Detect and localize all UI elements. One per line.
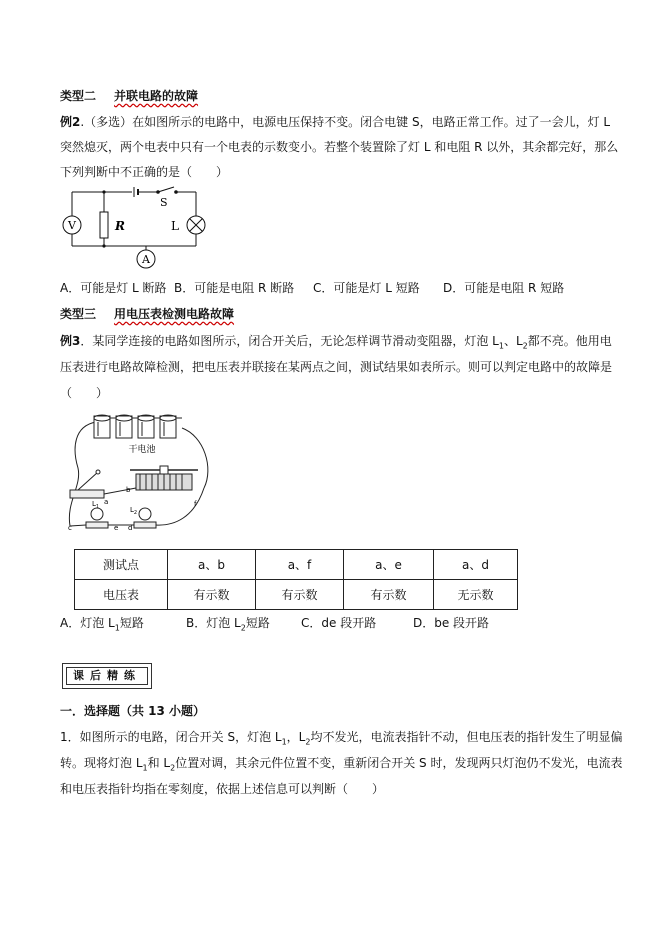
table-cell: 有示数 [344,580,434,610]
knife-switch [70,470,104,498]
example-label: 例3 [60,334,81,348]
option-a: A．灯泡 $L_1$短路 [60,616,144,633]
section-title: 用电压表检测电路故障 [114,307,235,321]
example-2-options [60,280,564,296]
point-e: e [114,524,119,532]
question-1-line-1: 1．如图所示的电路，闭合开关 S，灯泡 $L_1$，$L_2$均不发光，电流表指针不动，但电压表的指针发生了明显偏 [60,730,623,747]
table-cell: 无示数 [434,580,518,610]
lamp-label: L [171,219,179,233]
example-2-line-2: 突然熄灭，两个电表中只有一个电表的示数变小。若整个装置除了灯 L 和电阻 R 以外，其余都完好，那么 [60,140,619,154]
table-cell: 有示数 [256,580,344,610]
question-1-line-2: 转。现将灯泡 $L_1$和 $L_2$位置对调，其余元件位置不变，重新闭合开关 S 时，发现两只灯泡仍不发光，电流表 [60,756,623,773]
table-cell: a、f [256,550,344,580]
example-2-line-3: 下列判断中不正确的是（ ） [60,165,229,179]
circuit-photo-illustration [64,408,224,542]
table-cell: 电压表 [75,580,168,610]
option-c: C．可能是灯 L 短路 [313,281,420,295]
example-3-line-1: 例3．某同学连接的电路如图所示，闭合开关后，无论怎样调节滑动变阻器，灯泡 $L_1$、$L_2$都不亮。他用电 [60,334,612,351]
point-d: d [128,524,133,532]
table-cell: a、b [168,550,256,580]
option-b: B．可能是电阻 R 断路 [174,281,295,295]
test-result-table [74,549,518,610]
table-cell: a、e [344,550,434,580]
lamp-l1 [86,508,108,528]
table-cell: 有示数 [168,580,256,610]
example-label: 例2 [60,115,81,129]
slide-rheostat [130,466,198,490]
example-3-line-2: 压表进行电路故障检测，把电压表并联接在某两点之间，测试结果如表所示。则可以判定电路中的故障是 [60,360,613,374]
option-a: A．可能是灯 L 断路 [60,281,167,295]
section-title: 并联电路的故障 [114,89,199,103]
table-cell: 测试点 [75,550,168,580]
point-f: f [194,500,197,508]
switch-label: S [160,196,168,209]
circuit-diagram-parallel [58,184,218,272]
banner-label: 课后精练 [66,667,148,685]
example-2-line-1: 例2.（多选）在如图所示的电路中，电源电压保持不变。闭合电键 S，电路正常工作。过了一会儿，灯 L [60,115,611,129]
question-1-line-3: 和电压表指针均指在零刻度，依据上述信息可以判断（ ） [60,782,385,796]
example-3-line-3: （ ） [60,386,109,400]
example-3-options [60,615,489,636]
table-cell: a、d [434,550,518,580]
resistor-symbol [100,212,108,238]
option-d: D．be 段开路 [413,616,490,630]
table-row [75,550,518,580]
section-2-heading [60,88,198,104]
option-d: D．可能是电阻 R 短路 [443,281,565,295]
switch-blade [158,187,174,192]
practice-banner [62,663,152,689]
point-b: b [126,486,131,494]
part-1-title: 一．选择题（共 13 小题） [60,704,206,718]
lamp-2-label: $L_2$ [130,506,138,516]
option-c: C．de 段开路 [301,616,377,630]
point-a: a [104,498,109,506]
lamp-l2 [134,508,156,528]
table-row [75,580,518,610]
point-c: c [68,524,72,532]
section-label: 类型二 [60,89,97,103]
voltmeter-label: V [68,219,76,232]
resistor-label: R [115,219,125,233]
battery-label: 干电池 [128,445,156,455]
section-3-heading [60,306,234,322]
lamp-1-label: $L_1$ [92,500,100,510]
section-label: 类型三 [60,307,97,321]
ammeter-label: A [142,253,150,266]
option-b: B．灯泡 $L_2$短路 [186,616,270,633]
